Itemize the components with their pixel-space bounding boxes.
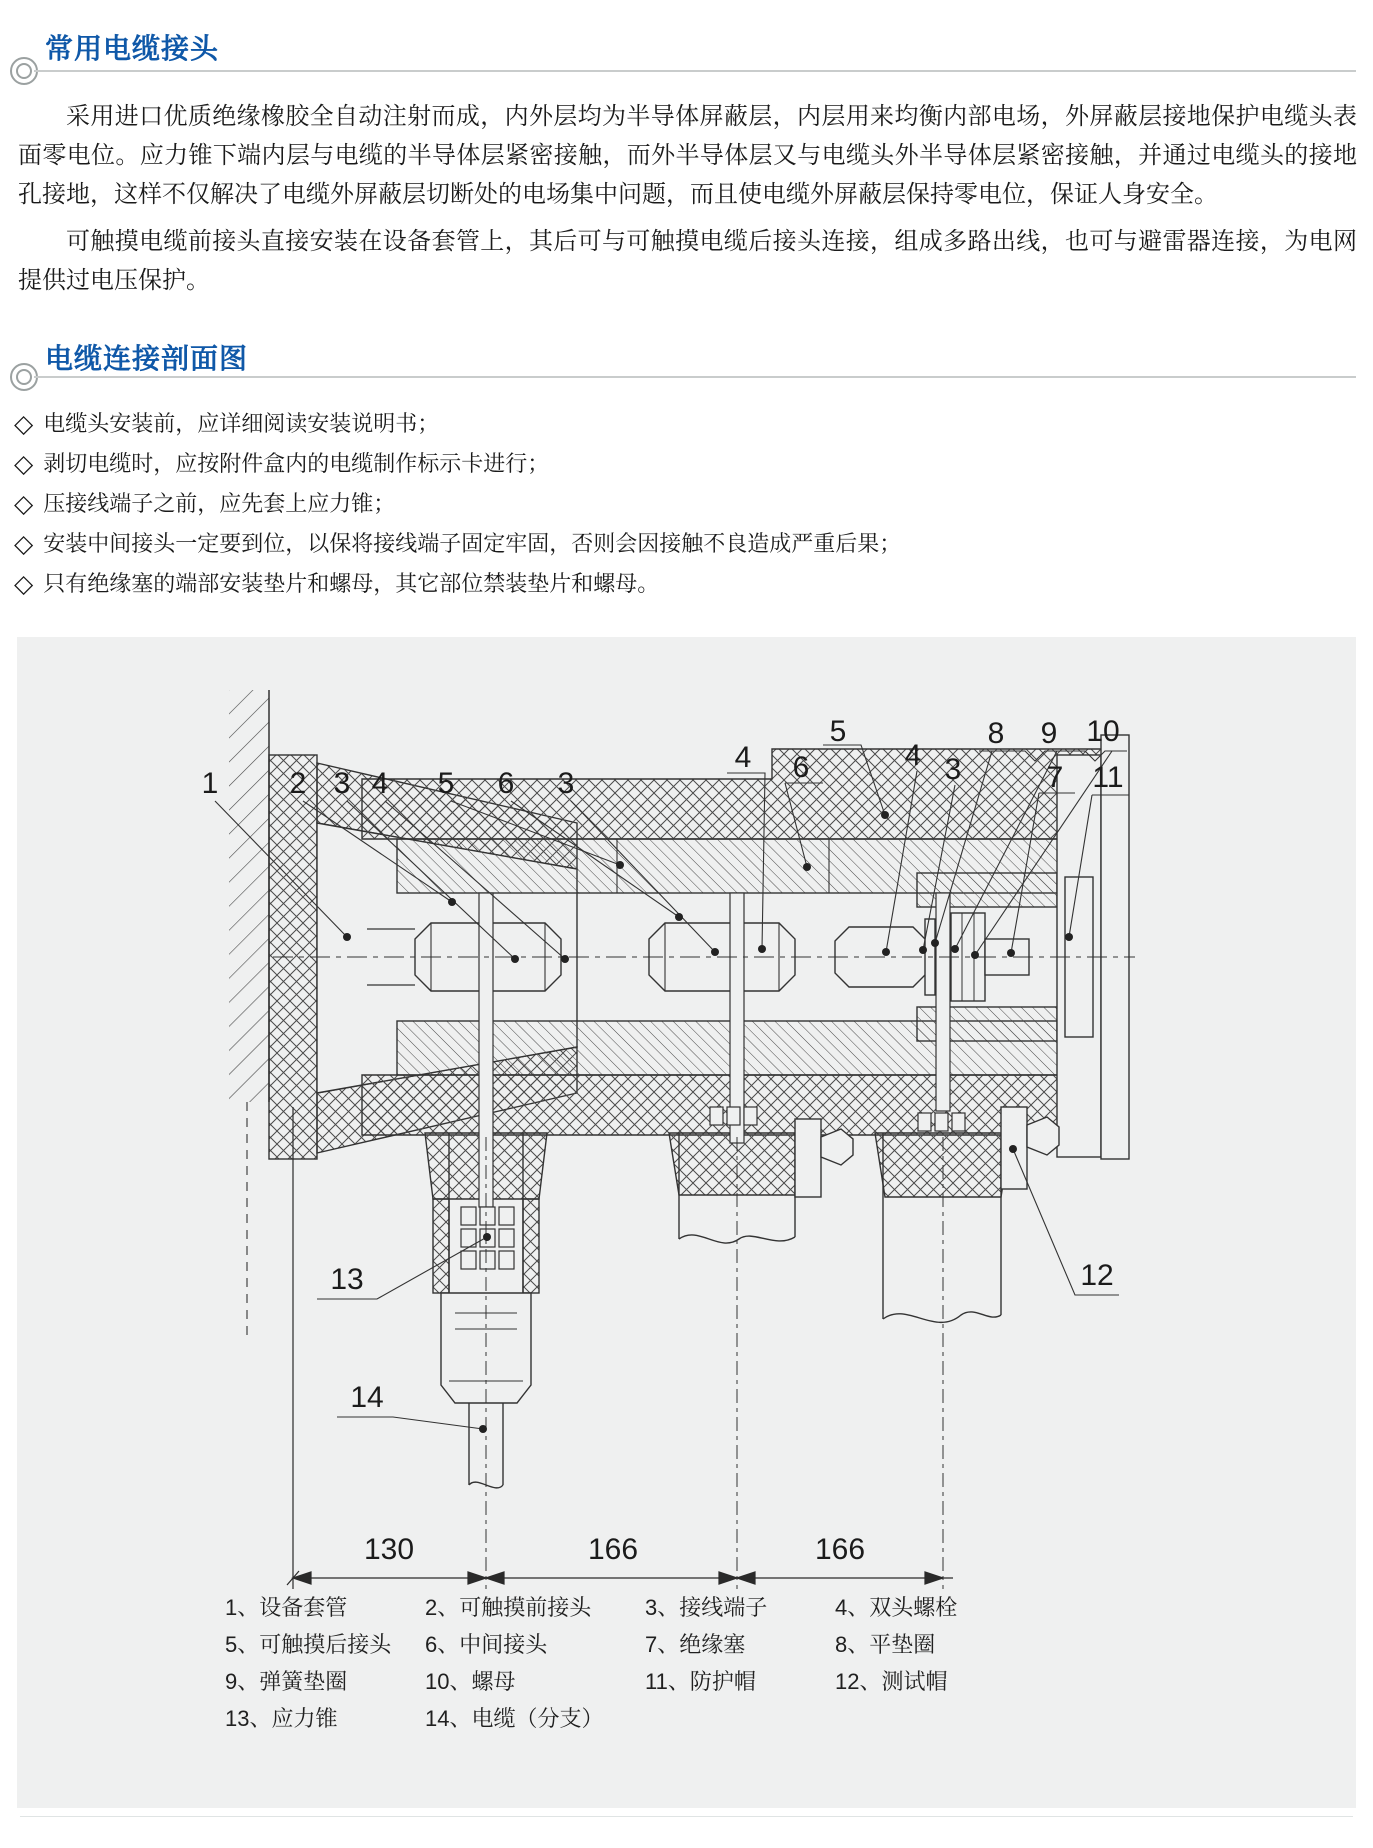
list-item (14, 524, 1357, 564)
install-notes-list (14, 404, 1357, 604)
note-text: 只有绝缘塞的端部安装垫片和螺母，其它部位禁装垫片和螺母。 (43, 571, 660, 596)
diamond-bullet-icon: ◇ (14, 450, 34, 478)
dimension-line (287, 1107, 953, 1589)
list-item (14, 404, 1357, 444)
diagram-callout: 3 (557, 767, 575, 800)
diamond-bullet-icon: ◇ (14, 490, 34, 518)
diagram-callout: 8 (987, 717, 1005, 750)
note-text: 安装中间接头一定要到位，以保将接线端子固定牢固，否则会因接触不良造成严重后果； (43, 531, 902, 556)
legend-item: 3、接线端子 (645, 1595, 768, 1620)
intro-paragraphs (18, 97, 1357, 308)
diamond-bullet-icon: ◇ (14, 410, 34, 438)
page-bottom-divider (20, 1816, 1353, 1817)
protective-cap (1057, 735, 1129, 1159)
dimension-value: 166 (587, 1533, 639, 1566)
legend-item: 14、电缆（分支） (425, 1706, 604, 1731)
section-title: 电缆连接剖面图 (45, 343, 249, 374)
diagram-callout: 4 (734, 741, 752, 774)
diagram-callout: 6 (792, 751, 810, 784)
note-text: 压接线端子之前，应先套上应力锥； (43, 491, 396, 516)
dimension-labels (364, 1533, 865, 1566)
diagram-callout: 7 (1046, 761, 1064, 794)
legend-item: 10、螺母 (425, 1669, 516, 1694)
dimension-value: 166 (814, 1533, 866, 1566)
paragraph: 可触摸电缆前接头直接安装在设备套管上，其后可与可触摸电缆后接头连接，组成多路出线，也可与避雷器连接，为电网提供过电压保护。 (18, 228, 1357, 294)
legend-item: 9、弹簧垫圈 (225, 1669, 348, 1694)
diagram-callout: 3 (333, 767, 351, 800)
diagram-callout: 3 (944, 753, 962, 786)
diagram-callout: 2 (289, 767, 307, 800)
diagram-callout: 10 (1086, 715, 1120, 748)
diagram-callout: 12 (1080, 1259, 1114, 1292)
parts-legend (225, 1589, 1055, 1737)
legend-item: 1、设备套管 (225, 1595, 348, 1620)
note-text: 电缆头安装前，应详细阅读安装说明书； (43, 411, 440, 436)
page-title: 常用电缆接头 (45, 33, 220, 64)
diagram-callout: 9 (1040, 717, 1058, 750)
wall-hatch (229, 690, 269, 1337)
list-item (14, 484, 1357, 524)
legend-item: 2、可触摸前接头 (425, 1595, 592, 1620)
list-item (14, 444, 1357, 484)
dimension-value: 130 (363, 1533, 415, 1566)
diagram-panel (17, 637, 1356, 1808)
legend-item: 8、平垫圈 (835, 1632, 936, 1657)
diagram-callout: 4 (904, 739, 922, 772)
legend-item: 12、测试帽 (835, 1669, 948, 1694)
note-text: 剥切电缆时，应按附件盒内的电缆制作标示卡进行； (43, 451, 550, 476)
diagram-callout: 13 (330, 1263, 364, 1296)
legend-item: 7、绝缘塞 (645, 1632, 746, 1657)
diagram-callout: 5 (437, 767, 455, 800)
legend-item: 11、防护帽 (645, 1669, 756, 1694)
diamond-bullet-icon: ◇ (14, 570, 34, 598)
diagram-callout: 11 (1092, 761, 1124, 794)
header-rule (34, 70, 1356, 72)
diamond-bullet-icon: ◇ (14, 530, 34, 558)
diagram-callout: 14 (350, 1381, 384, 1414)
paragraph: 采用进口优质绝缘橡胶全自动注射而成，内外层均为半导体屏蔽层，内层用来均衡内部电场，外屏蔽层接地保护电缆头表面零电位。应力锥下端内层与电缆的半导体层紧密接触，而外半导体层又与电缆头外半导体层紧密接触，并通过电缆头的接地孔接地，这样不仅解决了电缆外屏蔽层切断处的电场集中问题，而且使电缆外屏蔽层保持零电位，保证人身安全。 (18, 103, 1357, 208)
diagram-callout: 1 (201, 767, 219, 800)
list-item (14, 564, 1357, 604)
legend-item: 5、可触摸后接头 (225, 1632, 392, 1657)
legend-item: 13、应力锥 (225, 1706, 338, 1731)
legend-item: 4、双头螺栓 (835, 1595, 958, 1620)
diagram-callout: 6 (497, 767, 515, 800)
diagram-callout: 5 (829, 715, 847, 748)
legend-item: 6、中间接头 (425, 1632, 548, 1657)
diagram-callout: 4 (371, 767, 389, 800)
header-rule (34, 376, 1356, 378)
